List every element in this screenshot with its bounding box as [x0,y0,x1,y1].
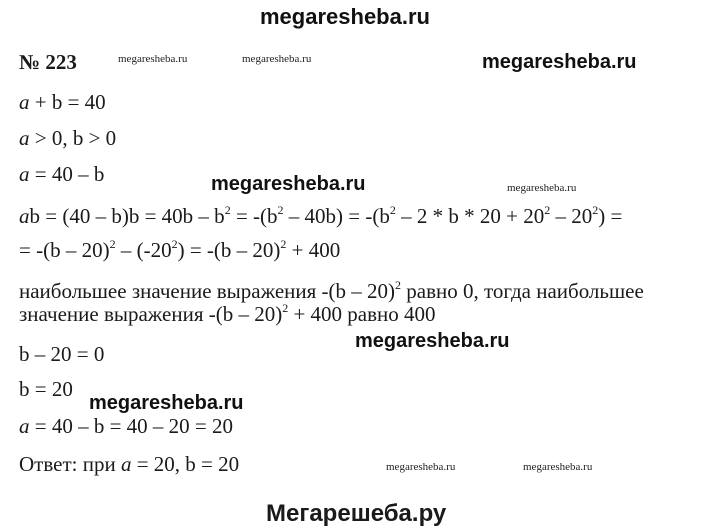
watermark-right: megaresheba.ru [482,51,637,73]
equation-line: b – 20 = 0 [19,342,105,366]
watermark-top: megaresheba.ru [260,4,430,29]
watermark-small: megaresheba.ru [118,53,188,65]
equation-line: ab = $(40 - b)b = 40b - b^2 = -(b^2 - 40b) = -(b^2 - 2 * b * 20 + 20^2 - 20^2)$ = [19,203,623,228]
footer-site-name: Мегарешеба.ру [266,500,447,527]
watermark-mid: megaresheba.ru [211,173,366,195]
equation-line: a + b = 40 [19,90,106,114]
equation-line: a = 40 – b [19,162,105,186]
equation-line: a = 40 – b = 40 – 20 = 20 [19,414,234,438]
watermark-small: megaresheba.ru [386,461,456,473]
watermark-small: megaresheba.ru [523,461,593,473]
answer-line: Ответ: при a = 20, b = 20 [19,452,240,476]
problem-number: № 223 [19,50,77,74]
equation-line: = $-(b - 20)^2 - (-20^2) = -(b - 20)^2 + 400$ [19,237,341,262]
text-line: значение выражения -(b – 20)$^2$ + 400 равно 400 [19,301,436,326]
watermark-small: megaresheba.ru [507,182,577,194]
watermark-small: megaresheba.ru [242,53,312,65]
equation-line: a > 0, b > 0 [19,126,117,150]
equation-line: b = 20 [19,377,73,401]
watermark-mid: megaresheba.ru [355,330,510,352]
watermark-left: megaresheba.ru [89,392,244,414]
text-line: наибольшее значение выражения -(b – 20)$^2$ равно 0, тогда наибольшее [19,278,644,303]
